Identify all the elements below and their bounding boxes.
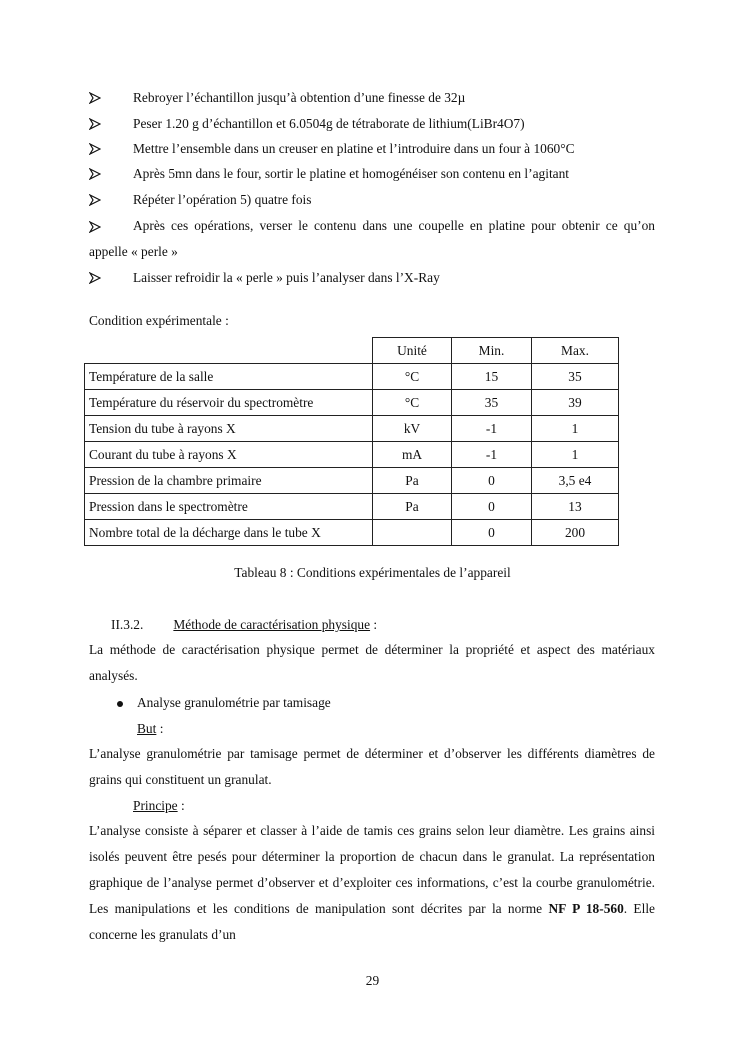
list-item-text: Après 5mn dans le four, sortir le platine et homogénéiser son contenu en l’agitant [133,166,570,181]
cell-unit: Pa [373,494,452,520]
cell-max: 13 [532,494,619,520]
cell-max: 35 [532,364,619,390]
table-row [85,416,619,442]
section-title-suffix: : [370,617,378,632]
cell-max: 39 [532,390,619,416]
cell-min: 0 [452,520,532,546]
arrow-bullet-icon [89,221,101,233]
arrow-bullet-icon [89,88,105,108]
arrow-bullet-icon [89,114,105,134]
cell-min: -1 [452,442,532,468]
table-empty-corner [85,338,373,364]
row-label: Température de la salle [85,364,373,390]
principe-suffix: : [177,798,185,813]
row-label: Pression dans le spectromètre [85,494,373,520]
arrow-bullet-icon [89,268,105,288]
round-bullet-icon [117,701,123,707]
section-heading [111,615,377,635]
arrow-bullet-icon [89,139,105,159]
norm-reference: NF P 18-560 [548,901,624,916]
page-number: 29 [365,973,380,988]
column-header-max: Max. [532,338,619,364]
principe-paragraph [89,818,655,948]
cell-max: 200 [532,520,619,546]
row-label: Nombre total de la décharge dans le tube X [85,520,373,546]
row-label: Pression de la chambre primaire [85,468,373,494]
table-header-row [85,338,619,364]
list-item-text: Répéter l’opération 5) quatre fois [133,192,312,207]
column-header-min: Min. [452,338,532,364]
table-row [85,364,619,390]
list-item-text: Après ces opérations, verser le contenu dans une coupelle en platine pour obtenir ce qu’on appelle « perle » [89,218,655,259]
principe-text-end: . Elle concerne les granulats d’un [89,901,655,942]
but-paragraph: L’analyse granulométrie par tamisage permet de déterminer et d’observer les différents diamètres de grains qui constituent un granulat. [89,746,655,787]
list-item-text: Rebroyer l’échantillon jusqu’à obtention d’une finesse de 32µ [133,90,466,105]
principe-heading [133,796,185,816]
row-label: Tension du tube à rayons X [85,416,373,442]
column-header-unit: Unité [373,338,452,364]
cell-unit: Pa [373,468,452,494]
list-item-text: Mettre l’ensemble dans un creuser en platine et l’introduire dans un four à 1060°C [133,141,575,156]
cell-min: 15 [452,364,532,390]
table-row [85,494,619,520]
table-row [85,520,619,546]
analysis-item: Analyse granulométrie par tamisage [137,695,331,710]
list-item [89,213,655,265]
arrow-bullet-icon [89,164,105,184]
list-item-text: Peser 1.20 g d’échantillon et 6.0504g de tétraborate de lithium(LiBr4O7) [133,116,525,131]
cell-min: 35 [452,390,532,416]
row-label: Température du réservoir du spectromètre [85,390,373,416]
conditions-table [84,337,619,546]
section-number: II.3.2. [111,617,144,632]
but-suffix: : [156,721,164,736]
cell-min: 0 [452,494,532,520]
principe-label: Principe [133,798,178,813]
cell-unit: kV [373,416,452,442]
condition-heading: Condition expérimentale : [89,313,229,328]
section-title: Méthode de caractérisation physique [173,617,371,632]
table-row [85,468,619,494]
cell-unit: °C [373,390,452,416]
section-intro: La méthode de caractérisation physique permet de déterminer la propriété et aspect des matériaux analysés. [89,642,655,683]
cell-min: -1 [452,416,532,442]
table-caption: Tableau 8 : Conditions expérimentales de l’appareil [234,565,511,580]
cell-max: 3,5 e4 [532,468,619,494]
list-item-text: Laisser refroidir la « perle » puis l’analyser dans l’X-Ray [133,270,440,285]
cell-unit: °C [373,364,452,390]
row-label: Courant du tube à rayons X [85,442,373,468]
but-heading [137,719,163,739]
but-label: But [137,721,157,736]
table-row [85,390,619,416]
arrow-bullet-icon [89,190,105,210]
principe-text: L’analyse consiste à séparer et classer à l’aide de tamis ces grains selon leur diamètre. Les grains ainsi isolés peuvent être pesés pour déterminer la proportion de chacun dans le granulat. La représentation graphique de l’analyse permet d’observer et d’exploiter ces informations, c’est la courbe granulométrie. Les manipulations et les conditions de manipulation sont décrites par la norme [89,823,655,916]
cell-min: 0 [452,468,532,494]
cell-max: 1 [532,416,619,442]
cell-unit [373,520,452,546]
cell-unit: mA [373,442,452,468]
cell-max: 1 [532,442,619,468]
table-row [85,442,619,468]
